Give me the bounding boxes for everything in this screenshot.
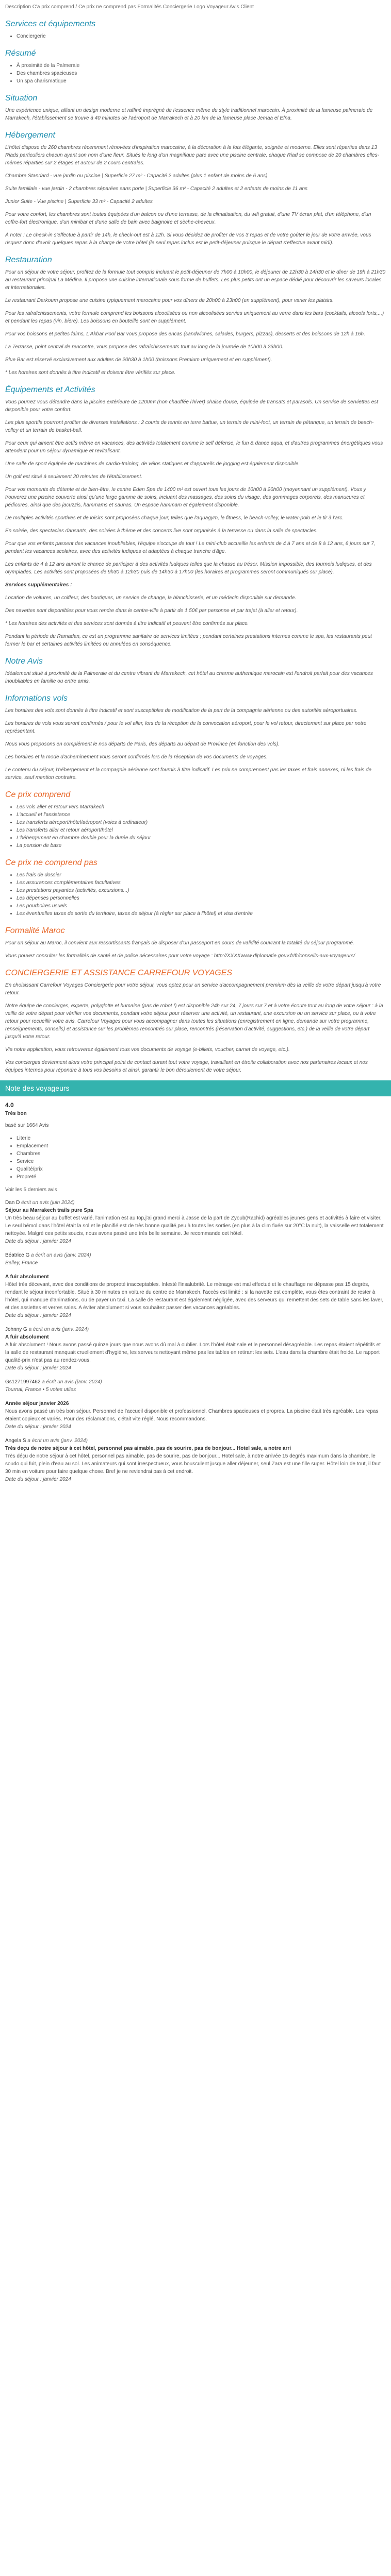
list-item: • Les dépenses personnelles <box>17 894 386 902</box>
review-date: Date du séjour : janvier 2024 <box>5 1313 71 1318</box>
list-item: • L'hébergement en chambre double pour la durée du séjour <box>17 834 386 842</box>
resume-list <box>5 62 386 85</box>
review-date: Date du séjour : janvier 2024 <box>5 1424 71 1430</box>
review-author: Johnny G <box>5 1327 27 1332</box>
review-author: Gs1271997462 <box>5 1379 41 1385</box>
services-title: Services et équipements <box>5 20 96 28</box>
situation-text: Une expérience unique, alliant un design moderne et raffiné imprégné de l'essence même du style traditionnel marocain. À proximité de la fameuse palmeraie de Marrakech, l'établissement se trouve à 40 minutes de l'aéroport de Marrakech et à 20 km de la fameuse place Jemaa el Efna. <box>5 108 373 121</box>
breadcrumb: Description C'a prix comprend / Ce prix ne comprend pas Formalités Conciergerie Logo Voyageur Avis Client <box>5 4 254 10</box>
paragraph: Des navettes sont disponibles pour vous rendre dans le centre-ville à partir de 1.50€ par personne et par trajet (à aller et retour). <box>5 608 298 614</box>
prix-ne-comprend-title: Ce prix ne comprend pas <box>5 858 97 867</box>
review-body: Nous avons passé un très bon séjour. Personnel de l'accueil disponible et professionnel. Chambres spacieuses et propres. La piscine était très agréable. Les repas étaient copieux et variés. Pour des réclamations, c'était vite réglé. Nous recommandons. <box>5 1409 379 1422</box>
review-body: Tournai, France • 5 votes utiles <box>5 1387 76 1393</box>
room-type: Junior Suite - Vue piscine | Superficie 33 m² - Capacité 2 adultes <box>5 199 153 205</box>
equipements-title: Équipements et Activités <box>5 385 95 394</box>
formalites-title: Formalité Maroc <box>5 926 65 935</box>
hebergement-intro: L'hôtel dispose de 260 chambres récemment rénovées d'inspiration marocaine, à la décoration à la fois élégante, soignée et moderne. Elles sont réparties dans 13 Riads particuliers chacun ayant son nom d'une fleur. Situés le long d'un magnifique parc avec une piscine centrale, chaque Riad se compose de 20 chambres elles-mêmes réparties sur 2 étages et autour de 2 cours centrales. <box>5 145 379 166</box>
list-item: • Service <box>17 1158 386 1165</box>
prix-ne-comprend-list <box>5 871 386 918</box>
review-author: Angela S <box>5 1438 26 1444</box>
review-score-label: Très bon <box>5 1111 27 1116</box>
paragraph: Pour ceux qui aiment être actifs même en vacances, des activités totalement comme le self défense, le fun & dance aqua, et d'autres programmes énergétiques vous attendent pour un séjour dynamique et revitalisant. <box>5 440 383 454</box>
review-meta: a écrit un avis (janv. 2024) <box>42 1379 102 1385</box>
review-item <box>5 1273 386 1319</box>
room-type: Suite familiale - vue jardin - 2 chambres séparées sans porte | Superficie 36 m² - Capacité 2 adultes et 2 enfants de moins de 11 ans <box>5 186 308 192</box>
paragraph: Pour que vos enfants passent des vacances inoubliables, l'équipe s'occupe de tout ! Le mini-club accueille les enfants de 4 à 7 ans et de 8 à 12 ans, 6 jours sur 7, pendant les vacances scolaires, avec des activités ludiques et adaptées à chaque tranche d'âge. <box>5 541 376 554</box>
services-list <box>5 32 386 40</box>
paragraph: Pour vos boissons et petites faims, L'Akbar Pool Bar vous propose des encas (sandwiches, salades, burgers, pizzas), desserts et des boissons de 12h à 16h. <box>5 331 365 337</box>
paragraph: Les horaires de vols vous seront confirmés / pour le vol aller, lors de la réception de la convocation aéroport, pour le vol retour, directement sur place par notre représentant. <box>5 721 367 734</box>
list-item: • Conciergerie <box>17 32 386 40</box>
review-date: Date du séjour : janvier 2024 <box>5 1365 71 1371</box>
review-author: Dan D <box>5 1200 20 1206</box>
paragraph: Pour les rafraîchissements, votre formule comprend les boissons alcoolisées ou non alcoolisées servies uniquement au verre dans les bars (cocktails, alcools forts,...) et pendant les repas (vin, bière). Les boissons en bouteille sont en supplément. <box>5 311 384 324</box>
room-type: Chambre Standard - vue jardin ou piscine | Superficie 27 m² - Capacité 2 adultes (plus 1 enfant de moins de 6 ans) <box>5 173 268 179</box>
paragraph: Via notre application, vous retrouverez également tous vos documents de voyage (e-billets, voucher, carnet de voyage, etc.). <box>5 1047 290 1053</box>
list-item: • Chambres <box>17 1150 386 1158</box>
list-item: • À proximité de la Palmeraie <box>17 62 386 70</box>
review-meta: a écrit un avis (janv. 2024) <box>27 1438 88 1444</box>
review-title: Séjour au Marrakech trails pure Spa <box>5 1208 93 1213</box>
review-body: Hôtel très décevant, avec des conditions de propreté inacceptables. Infesté l'insalubrité. Le ménage est mal effectué et le chauffage ne dépasse pas 15 degrés, rendant le séjour inconfortable. Situé à 30 minutes en voiture du centre de Marrakech, l'accès est limité : si la navette est complète, vous êtes contraint de rester à l'hôtel, qui manque d'animations, ou de payer un taxi. La salle de restaurant est également négligée, avec des serveurs qui remettent des sets de table sans les laver, et des assiettes et verres sales. A éviter absolument si vous souhaitez passer des vacances agréables. <box>5 1282 384 1311</box>
list-item: • Les éventuelles taxes de sortie du territoire, taxes de séjour (à régler sur place à l'hôtel) et visa d'entrée <box>17 910 386 918</box>
list-item: • Un spa charismatique <box>17 77 386 85</box>
list-item: • Les frais de dossier <box>17 871 386 879</box>
paragraph: Pendant la période du Ramadan, ce est un programme sanitaire de services limitées ; pendant certaines prestations internes comme le spa, les restaurants peut fermer le bar et certaines activités limitées ou annulées en conséquence. <box>5 634 372 647</box>
paragraph: Le restaurant Darkoum propose une cuisine typiquement marocaine pour vos dîners de 20h00 à 23h00 (en supplément), pour varier les plaisirs. <box>5 298 334 303</box>
review-body: Belley, France <box>5 1260 38 1266</box>
criteria-list <box>5 1134 386 1181</box>
paragraph: La Terrasse, point central de rencontre, vous propose des rafraîchissements tout au long de la journée de 10h00 à 23h00. <box>5 344 284 350</box>
paragraph: Vous pourrez vous détendre dans la piscine extérieure de 1200m² (non chauffée l'hiver) chaise douce, équipée de transats et parasols. Un service de serviettes est disponible pour votre confort. <box>5 399 379 413</box>
review-title: Très deçu de notre séjour à cet hôtel, personnel pas aimable, pas de sourire, pas de bonjour... Hotel sale, a notre arri <box>5 1446 291 1451</box>
review-item <box>5 1199 386 1245</box>
list-item: • Les vols aller et retour vers Marrakech <box>17 803 386 811</box>
review-item <box>5 1378 386 1394</box>
paragraph: Les horaires des vols sont donnés à titre indicatif et sont susceptibles de modification de la part de la compagnie aérienne ou des autorités aéroportuaires. <box>5 708 358 714</box>
hebergement-title: Hébergement <box>5 131 55 140</box>
review-item <box>5 1437 386 1483</box>
list-item: • Literie <box>17 1134 386 1142</box>
paragraph: De multiples activités sportives et de loisirs sont proposées chaque jour, telles que l'aquagym, le fitness, le beach-volley, le water-polo et le tir à l'arc. <box>5 515 344 521</box>
review-body: Un très beau séjour au buffet est varié, l'animation est au top,j'ai grand merci à Jasse de la part de Zyoub(Rachid) agréables jeunes gens et activités à faire et visiter. Le seul bémol dans l'hôtel était la sol et le planifié est de très bonne qualité,peu à toutes les sorties (en plus à la clim fixée sur 20°C la nuit), la vaisselle est totalement nettoyée. Malgré ces petits soucis, nous avons passé une très belle semaine. Je recommande cet hôtel. <box>5 1215 384 1236</box>
paragraph: Une salle de sport équipée de machines de cardio-training, de vélos statiques et d'appareils de jogging est également disponible. <box>5 461 300 467</box>
review-meta: a écrit un avis (janv. 2024) <box>28 1327 89 1332</box>
review-meta: écrit un avis (juin 2024) <box>21 1200 75 1206</box>
review-title: A fuir absolument <box>5 1274 49 1280</box>
situation-title: Situation <box>5 94 38 103</box>
infos-vols-title: Informations vols <box>5 694 68 703</box>
review-date: Date du séjour : janvier 2024 <box>5 1239 71 1244</box>
paragraph: En choisissant Carrefour Voyages Conciergerie pour votre séjour, vous optez pour un service d'accompagnement premium dès la veille de votre départ jusqu'à votre retour. <box>5 982 381 996</box>
paragraph: Nous vous proposons en complément le nos départs de Paris, des départs au départ de Province (en fonction des vols). <box>5 741 280 747</box>
list-item: • L'accueil et l'assistance <box>17 811 386 819</box>
list-item: • Les transferts aller et retour aéroport/hôtel <box>17 826 386 834</box>
review-item <box>5 1251 386 1267</box>
review-body: A fuir absolument ! Nous avons passé quinze jours que nous avons dû mal à oublier. Lors l'hôtel était sale et le personnel désagréable. Les repas étaient répétitifs et la salle de restaurant manquait cruellement d'hygiène, les serveurs nettoyant même pas les tables en retirant les sets. L'eau dans la chambre était froide. Le rapport qualité-prix n'est pas au rendez-vous. <box>5 1342 381 1363</box>
review-body: Très déçu de notre séjour à cet hôtel, personnel pas aimable, pas de sourire, pas de bonjour... Hotel sale, à notre arrivée 15 degrés maximum dans la chambre, le soudo qui fuit, plein d'eau au sol. Les animateurs qui sont irrespectueux, vous bousculent jusque aller déjeuner, seul Zara est une fille super. Hôtel loin de tout, il faut 30 min en voiture pour faire quelque chose. Bref je ne reviendrai pas à cet endroit. <box>5 1453 381 1475</box>
review-item <box>5 1400 386 1431</box>
paragraph: Les enfants de 4 à 12 ans auront le chance de participer à des activités ludiques telles que la chasse au trésor. Mission impossible, des tournois ludiques, et des olympiades. Les activités sont proposées de 9h30 à 12h30 puis de 14h30 à 17h00 (les horaires et programmes seront communiqués sur place). <box>5 562 372 575</box>
restauration-title: Restauration <box>5 256 52 264</box>
list-item: • Des chambres spacieuses <box>17 70 386 77</box>
paragraph: Pour vos moments de détente et de bien-être, le centre Eden Spa de 1400 m² est ouvert tous les jours de 10h00 à 20h00 (moyennant un supplément). Vous y trouverez une piscine couverte ainsi qu'une large gamme de soins, incluant des massages, des soins du visage, des gommages corporels, des manucures et pédicures, ainsi que des jacuzzis, hammams et saunas. Un espace hammam et également disponible. <box>5 487 366 508</box>
prix-comprend-list <box>5 803 386 850</box>
paragraph: Vous pouvez consulter les formalités de santé et de police nécessaires pour votre voyage : http://XXXXwww.diplomatie.gouv.fr/fr/conseils-aux-voyageurs/ <box>5 953 355 959</box>
paragraph: Vos concierges deviennent alors votre principal point de contact durant tout votre voyage, travaillant en étroite collaboration avec nos partenaires locaux et nos équipes internes pour répondre à tous vos besoins et ainsi, garantir le bon déroulement de votre séjour. <box>5 1060 368 1073</box>
paragraph: Les horaires et la mode d'acheminement vous seront confirmés lors de la réception de vos documents de voyages. <box>5 754 268 760</box>
paragraph: Location de voitures, un coiffeur, des boutiques, un service de change, la blanchisserie, et un médecin disponible sur demande. <box>5 595 297 601</box>
paragraph: Le contenu du séjour, l'hébergement et la compagnie aérienne sont fournis à titre indicatif. Les prix ne comprennent pas les taxes et frais annexes, ni les frais de service, sauf mention contraire. <box>5 767 372 781</box>
hebergement-equip: Pour votre confort, les chambres sont toutes équipées d'un balcon ou d'une terrasse, de la climatisation, du wifi gratuit, d'une TV écran plat, d'un téléphone, d'un coffre-fort électronique, d'un minibar et d'une salle de bain avec baignoire et sèche-cheveux. <box>5 212 371 225</box>
list-item: • Emplacement <box>17 1142 386 1150</box>
paragraph: Les plus sportifs pourront profiter de diverses installations : 2 courts de tennis en terre battue, un terrain de mini-foot, un terrain de pétanque, un terrain de beach-volley et un terrain de basket-ball. <box>5 420 374 433</box>
reviews-header: Note des voyageurs <box>0 1080 391 1096</box>
review-basis: basé sur 1664 Avis <box>5 1123 49 1128</box>
services-supp-title: Services supplémentaires : <box>5 582 72 588</box>
list-item: • Les pourboires usuels <box>17 902 386 910</box>
list-item: • Les prestations payantes (activités, excursions...) <box>17 887 386 894</box>
review-meta: a écrit un avis (janv. 2024) <box>31 1252 91 1258</box>
paragraph: Un golf est situé à seulement 20 minutes de l'établissement. <box>5 474 142 480</box>
list-item: • Les transferts aéroport/hôtel/aéroport (voies à ordinateur) <box>17 819 386 826</box>
hebergement-note: À noter : Le check-in s'effectue à partir de 14h, le check-out est à 12h. Si vous décidez de profiter de vos 3 repas et de votre goûter le jour de votre arrivée, vous risquez donc d'avoir quelques repas à la charge de votre hôtel (le seul repas inclus est le petit-déjeuner puisque le départ s'effectue avant midi). <box>5 232 371 246</box>
resume-title: Résumé <box>5 49 36 58</box>
paragraph: * Les horaires sont donnés à titre indicatif et doivent être vérifiés sur place. <box>5 370 176 376</box>
paragraph: En soirée, des spectacles dansants, des soirées à thème et des concerts live sont organisés à la terrasse ou dans la salle de spectacles. <box>5 528 318 534</box>
list-item: • Qualité/prix <box>17 1165 386 1173</box>
review-score: 4.0 <box>5 1101 14 1109</box>
paragraph: Notre équipe de concierges, experte, polyglotte et humaine (pas de robot !) est disponible 24h sur 24, 7 jours sur 7 et à votre écoute tout au long de votre séjour : à la veille de votre départ pour vérifier vos documents, pendant votre séjour pour réserver une activité, un restaurant, une excursion ou un service sur place, ou à votre retour pour recueillir votre avis. Carrefour Voyages pour vous accompagner dans toutes les situations (enregistrement en ligne, demande sur votre programme, renseignements, conseils) et assistance sur les problèmes rencontrés sur place, rencontrés (réservation d'activité, suggestions, etc.) de la veille de votre départ jusqu'à votre retour. <box>5 1003 383 1040</box>
review-author: Béatrice G <box>5 1252 30 1258</box>
review-title: Année séjour janvier 2026 <box>5 1401 69 1406</box>
paragraph: * Les horaires des activités et des services sont donnés à titre indicatif et peuvent être confirmés sur place. <box>5 621 249 626</box>
paragraph: Idéalement situé à proximité de la Palmeraie et du centre vibrant de Marrakech, cet hôtel au charme authentique marocain est l'endroit parfait pour des vacances inoubliables en famille ou entre amis. <box>5 671 373 684</box>
notre-avis-title: Notre Avis <box>5 657 43 666</box>
paragraph: Pour un séjour au Maroc, il convient aux ressortissants français de disposer d'un passeport en cours de validité couvrant la totalité du séjour programmé. <box>5 940 354 946</box>
conciergerie-title: CONCIERGERIE ET ASSISTANCE CARREFOUR VOYAGES <box>5 969 233 977</box>
paragraph: Blue Bar est réservé exclusivement aux adultes de 20h30 à 1h00 (boissons Premium uniquement et en supplément). <box>5 357 272 363</box>
review-item <box>5 1326 386 1372</box>
list-item: • La pension de base <box>17 842 386 850</box>
paragraph: Pour un séjour de votre séjour, profitez de la formule tout compris incluant le petit-déjeuner de 7h00 à 10h00, le déjeuner de 12h30 à 14h30 et le dîner de 19h à 21h30 au restaurant principal La Médina. Il propose une cuisine internationale sous forme de buffets. Les plus petits ont un espace dédié pour découvrir les saveurs locales et internationales. <box>5 269 386 291</box>
list-item: • Les assurances complémentaires facultatives <box>17 879 386 887</box>
review-title: A fuir absolument <box>5 1334 49 1340</box>
review-date: Date du séjour : janvier 2024 <box>5 1477 71 1482</box>
list-item: • Propreté <box>17 1173 386 1181</box>
prix-comprend-title: Ce prix comprend <box>5 790 71 799</box>
reviews-link[interactable]: Voir les 5 derniers avis <box>5 1187 57 1193</box>
